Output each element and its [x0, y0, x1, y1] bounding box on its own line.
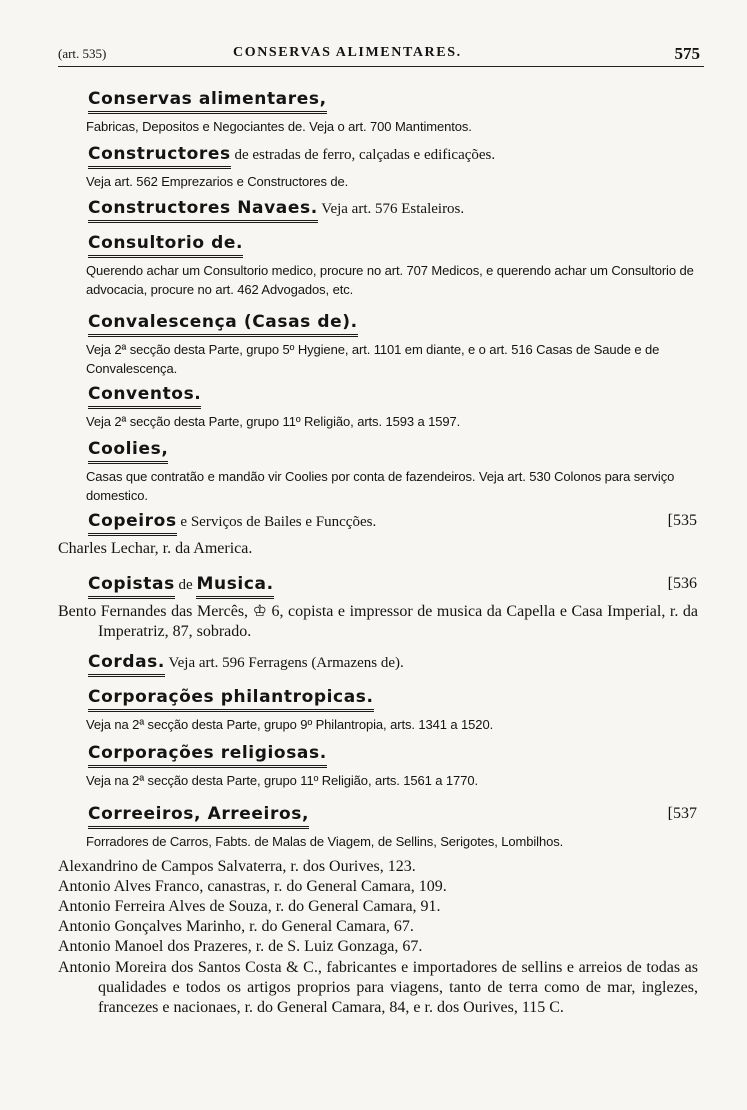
running-head [58, 44, 704, 67]
article-number-536: [536 [667, 575, 697, 592]
heading-word: Copistas [88, 573, 175, 599]
section-heading-corporacoes-religiosas [88, 742, 327, 768]
list-item: Antonio Moreira dos Santos Costa & C., fabricantes e importadores de sellins e arreios de todas as qualidades e todos os artigos proprios para viagens, tanto de terra como de mar, inglezes, francezes e nacionaes, r. do General Camara, 84, e r. dos Ourives, 115 C. [58, 959, 698, 1016]
section-heading-conservas [88, 88, 327, 114]
article-number-537: [537 [667, 805, 697, 822]
heading-word: Conventos. [88, 383, 201, 409]
heading-word: Consultorio de. [88, 232, 243, 258]
section-desc-conventos: Veja 2ª secção desta Parte, grupo 11º Religião, arts. 1593 a 1597. [86, 414, 461, 429]
heading-word: Corporações religiosas. [88, 742, 327, 768]
section-heading-constructores [88, 143, 495, 169]
section-desc-coolies: Casas que contratão e mandão vir Coolies por conta de fazendeiros. Veja art. 530 Colonos para serviço domestico. [86, 469, 675, 503]
section-desc-constructores: Veja art. 562 Emprezarios e Constructores de. [86, 174, 349, 189]
list-item: Antonio Ferreira Alves de Souza, r. do General Camara, 91. [58, 898, 441, 915]
heading-word-2: Musica. [196, 573, 273, 599]
section-desc-corporacoes-philantropicas: Veja na 2ª secção desta Parte, grupo 9º Philantropia, arts. 1341 a 1520. [86, 717, 494, 732]
section-heading-consultorio [88, 232, 243, 258]
section-heading-cordas [88, 651, 404, 677]
section-heading-correeiros [88, 803, 309, 829]
article-number-535: [535 [667, 512, 697, 529]
section-heading-copeiros [88, 510, 376, 536]
article-range: (art. 535) [58, 46, 107, 61]
section-heading-convalescenca [88, 311, 358, 337]
section-desc-corporacoes-religiosas: Veja na 2ª secção desta Parte, grupo 11º Religião, arts. 1561 a 1770. [86, 773, 478, 788]
section-desc-convalescenca: Veja 2ª secção desta Parte, grupo 5º Hygiene, art. 1101 em diante, e o art. 516 Casas de Saude e de Convalescença. [86, 342, 660, 376]
section-heading-conventos [88, 383, 201, 409]
heading-rest: e Serviços de Bailes e Funcções. [176, 514, 377, 530]
list-item: Antonio Gonçalves Marinho, r. do General Camara, 67. [58, 918, 414, 935]
section-heading-constructores-navaes [88, 197, 464, 223]
heading-rest: Veja art. 576 Estaleiros. [317, 201, 465, 217]
heading-word: Coolies, [88, 438, 168, 464]
list-item: Antonio Manoel dos Prazeres, r. de S. Luiz Gonzaga, 67. [58, 938, 423, 955]
section-heading-copistas [88, 573, 274, 599]
section-desc-consultorio: Querendo achar um Consultorio medico, procure no art. 707 Medicos, e querendo achar um Consultorio de advocacia, procure no art. 462 Advogados, etc. [86, 263, 694, 297]
section-desc-conservas: Fabricas, Depositos e Negociantes de. Veja o art. 700 Mantimentos. [86, 119, 472, 134]
page-title: CONSERVAS ALIMENTARES. [233, 45, 462, 60]
heading-word: Copeiros [88, 510, 177, 536]
section-desc-correeiros: Forradores de Carros, Fabts. de Malas de Viagem, de Sellins, Serigotes, Lombilhos. [86, 834, 564, 849]
section-heading-coolies [88, 438, 168, 464]
page-number: 575 [674, 44, 700, 63]
heading-word: Corporações philantropicas. [88, 686, 374, 712]
heading-rest: de estradas de ferro, calçadas e edificações. [230, 147, 496, 163]
heading-word: Constructores Navaes. [88, 197, 318, 223]
list-item: Bento Fernandes das Mercês, ♔ 6, copista e impressor de musica da Capella e Casa Imperial, r. da Imperatriz, 87, sobrado. [58, 603, 698, 640]
heading-word: Cordas. [88, 651, 165, 677]
heading-word: Constructores [88, 143, 231, 169]
section-heading-corporacoes-philantropicas [88, 686, 374, 712]
heading-word: Conservas alimentares, [88, 88, 327, 114]
list-item: Charles Lechar, r. da America. [58, 540, 253, 557]
heading-word: Correeiros, Arreeiros, [88, 803, 309, 829]
list-item: Antonio Alves Franco, canastras, r. do General Camara, 109. [58, 878, 447, 895]
heading-rest: de [174, 577, 197, 593]
heading-rest: Veja art. 596 Ferragens (Armazens de). [164, 655, 404, 671]
heading-word: Convalescença (Casas de). [88, 311, 358, 337]
list-item: Alexandrino de Campos Salvaterra, r. dos Ourives, 123. [58, 858, 416, 875]
